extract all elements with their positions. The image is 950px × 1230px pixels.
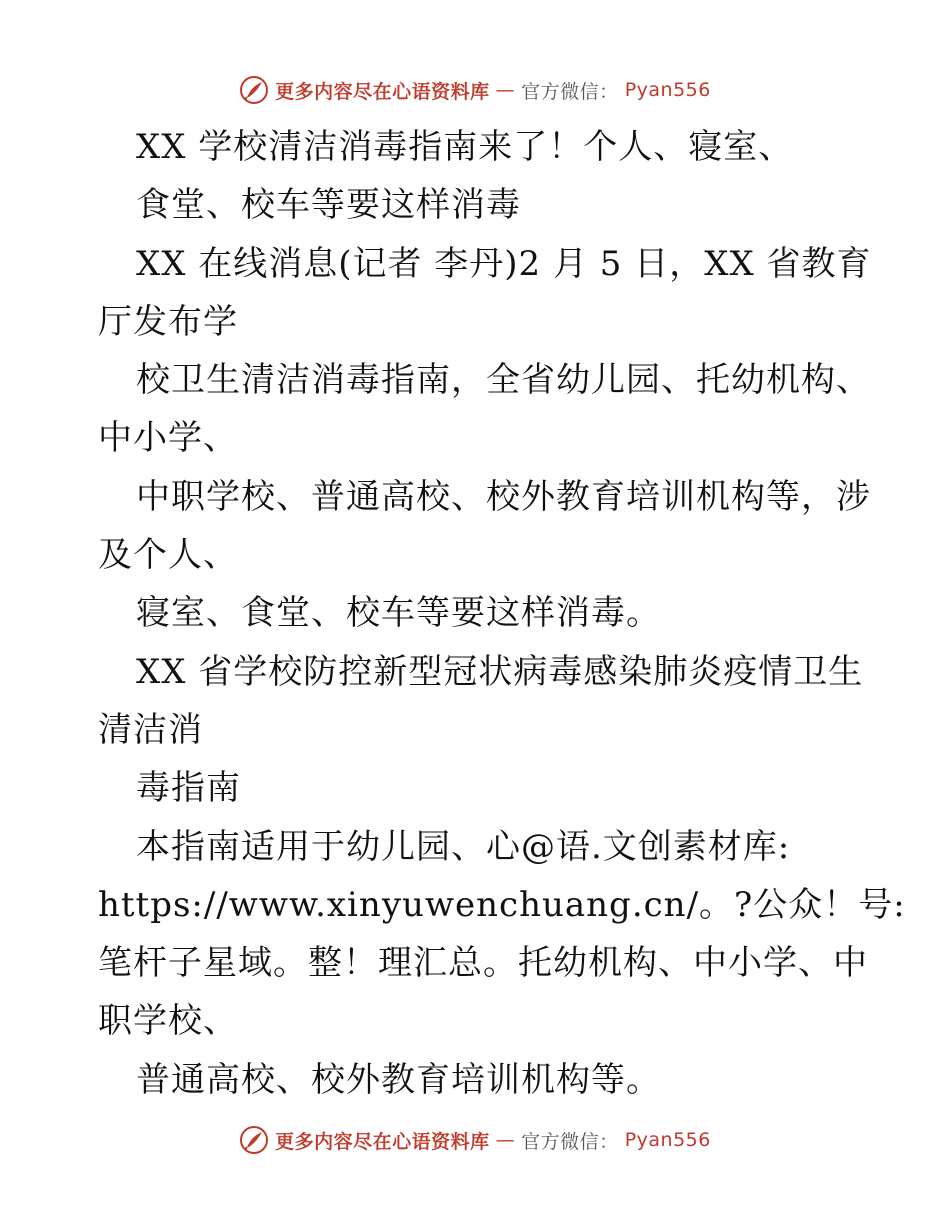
paragraph-line: XX 在线消息(记者 李丹)2 月 5 日，XX 省教育 (136, 243, 872, 284)
paragraph-line: 本指南适用于幼儿园、心@语.文创素材库: (136, 826, 791, 867)
banner-dash: — (495, 1129, 516, 1151)
paragraph-line: 清洁消 (98, 709, 203, 750)
banner-wechat-id: Pyan556 (624, 1129, 711, 1151)
banner-wechat-label: 官方微信： (521, 1130, 619, 1153)
paragraph-line: 及个人、 (98, 535, 238, 576)
paragraph-line: 中小学、 (98, 418, 238, 459)
banner-brand: 更多内容尽在心语资料库 (275, 80, 490, 103)
quill-logo-icon (239, 75, 269, 105)
url-line: https://www.xinyuwenchuang.cn/。?公众！号: (98, 884, 906, 925)
paragraph-line: 校卫生清洁消毒指南，全省幼儿园、托幼机构、 (136, 360, 871, 401)
banner-wechat-label: 官方微信： (521, 80, 619, 103)
banner-brand: 更多内容尽在心语资料库 (275, 1130, 490, 1153)
banner-wechat-id: Pyan556 (624, 79, 711, 101)
paragraph-line: 厅发布学 (98, 301, 238, 342)
paragraph-line: 职学校、 (98, 1001, 238, 1042)
paragraph-line: 毒指南 (136, 768, 241, 809)
paragraph-line: 普通高校、校外教育培训机构等。 (136, 1059, 661, 1100)
title-line-2: 食堂、校车等要这样消毒 (136, 185, 521, 226)
title-line-1: XX 学校清洁消毒指南来了！个人、寝室、 (136, 127, 794, 167)
paragraph-line: 寝室、食堂、校车等要这样消毒。 (136, 593, 661, 634)
quill-logo-icon (239, 1125, 269, 1155)
paragraph-line: 笔杆子星域。整！理汇总。托幼机构、中小学、中 (98, 943, 868, 984)
footer-banner (0, 1120, 950, 1160)
paragraph-line: XX 省学校防控新型冠状病毒感染肺炎疫情卫生 (136, 651, 864, 692)
paragraph-line: 中职学校、普通高校、校外教育培训机构等，涉 (136, 476, 871, 517)
banner-dash: — (495, 79, 516, 101)
document-body (98, 118, 906, 1109)
header-banner (0, 70, 950, 110)
